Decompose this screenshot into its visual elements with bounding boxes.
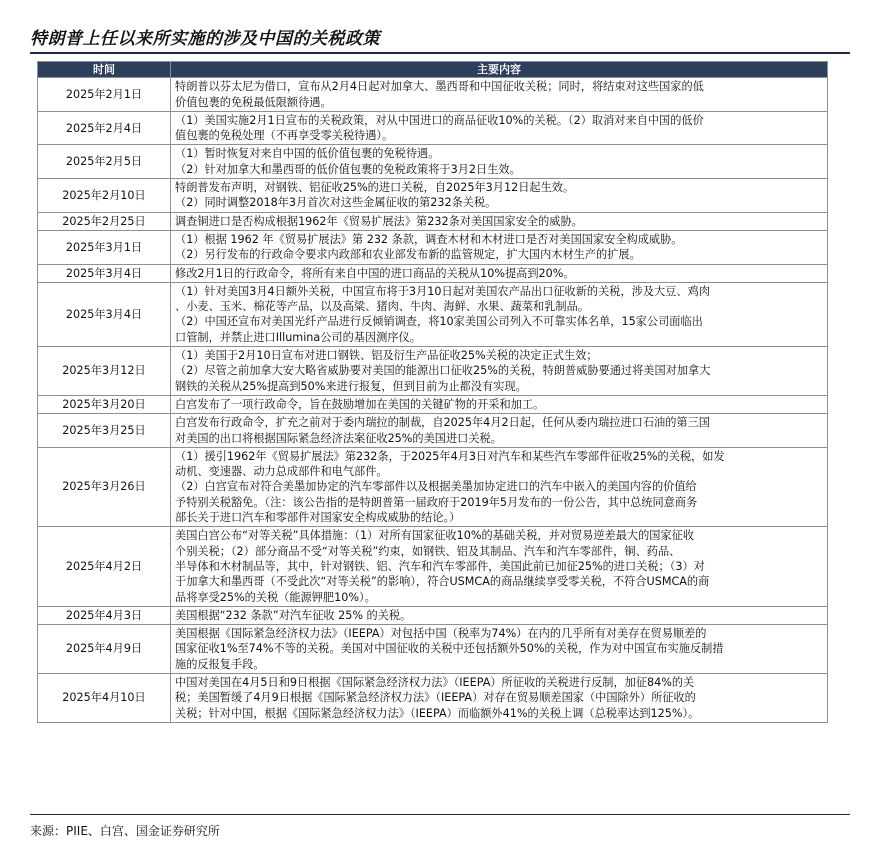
table-row bbox=[38, 282, 828, 346]
header-content: 主要内容 bbox=[171, 62, 828, 78]
content-line: 部长关于进口汽车和零部件对国家安全构成威胁的结论。） bbox=[175, 511, 461, 525]
row-date: 2025年2月10日 bbox=[38, 179, 171, 213]
content-line: （1）援引1962年《贸易扩展法》第232条，于2025年4月3日对汽车和某些汽车零部件征收25%的关税，如发 bbox=[175, 449, 725, 463]
content-line: 口管制，并禁止进口Illumina公司的基因测序仪。 bbox=[175, 330, 421, 344]
row-date: 2025年3月25日 bbox=[38, 414, 171, 448]
content-line: 于加拿大和墨西哥（不受此次“对等关税”的影响），符合USMCA的商品继续享受零关税，不符合USMCA的商 bbox=[175, 575, 710, 589]
row-date: 2025年3月4日 bbox=[38, 264, 171, 282]
table-row bbox=[38, 78, 828, 112]
row-content bbox=[171, 395, 828, 413]
content-line: 美国白宫公布“对等关税”具体措施：（1）对所有国家征收10%的基础关税，并对贸易逆差最大的国家征收 bbox=[175, 529, 695, 543]
content-line: 半导体和木材制品等，其中，针对钢铁、铝、汽车和汽车零部件，美国此前已加征25%的进口关税；（3）对 bbox=[175, 559, 705, 573]
row-content bbox=[171, 212, 828, 230]
table-row bbox=[38, 264, 828, 282]
table-row bbox=[38, 230, 828, 264]
source-note: 来源：PIIE、白宫、国金证券研究所 bbox=[30, 824, 220, 838]
table-row bbox=[38, 179, 828, 213]
content-line: 值包裹的免税处理（不再享受零关税待遇）。 bbox=[175, 129, 394, 143]
table-row bbox=[38, 395, 828, 413]
content-line: （2）中国还宣布对美国光纤产品进行反倾销调查，将10家美国公司列入不可靠实体名单，15家公司面临出 bbox=[175, 315, 703, 329]
row-content bbox=[171, 606, 828, 624]
row-content bbox=[171, 264, 828, 282]
row-content bbox=[171, 111, 828, 145]
table-row bbox=[38, 347, 828, 396]
table-row bbox=[38, 673, 828, 722]
content-line: 白宫发布行政命令，扩充之前对于委内瑞拉的制裁，自2025年4月2日起，任何从委内瑞拉进口石油的第三国 bbox=[175, 416, 710, 430]
content-line: 修改2月1日的行政命令，将所有来自中国的进口商品的关税从10%提高到20%。 bbox=[175, 266, 575, 280]
page-title: 特朗普上任以来所实施的涉及中国的关税政策 bbox=[30, 29, 380, 49]
table-row bbox=[38, 447, 828, 526]
content-line: 对美国的出口将根据国际紧急经济法案征收25%的美国进口关税。 bbox=[175, 431, 502, 445]
content-line: 中国对美国在4月5日和9日根据《国际紧急经济权力法》（IEEPA）所征收的关税进行反制，加征84%的关 bbox=[175, 675, 695, 689]
row-content bbox=[171, 347, 828, 396]
content-line: 、小麦、玉米、棉花等产品，以及高粱、猪肉、牛肉、海鲜、水果、蔬菜和乳制品。 bbox=[175, 300, 589, 314]
row-date: 2025年2月1日 bbox=[38, 78, 171, 112]
row-date: 2025年3月1日 bbox=[38, 230, 171, 264]
content-line: 钢铁的关税从25%提高到50%来进行报复，但到目前为止都没有实现。 bbox=[175, 379, 527, 393]
policy-table bbox=[37, 61, 828, 723]
bottom-divider bbox=[30, 814, 850, 815]
row-content bbox=[171, 179, 828, 213]
row-content bbox=[171, 414, 828, 448]
content-line: 品将享受25%的关税（能源钾肥10%）。 bbox=[175, 590, 376, 604]
table-body bbox=[38, 78, 828, 723]
content-line: （1）美国于2月10日宣布对进口钢铁、铝及衍生产品征收25%关税的决定正式生效； bbox=[175, 349, 598, 363]
content-line: （2）同时调整2018年3月首次对这些金属征收的第232条关税。 bbox=[175, 196, 497, 210]
header-date: 时间 bbox=[38, 62, 171, 78]
table-row bbox=[38, 212, 828, 230]
content-line: （2）另行发布的行政命令要求内政部和农业部发布新的监管规定，扩大国内木材生产的扩展。 bbox=[175, 248, 641, 262]
table-row bbox=[38, 625, 828, 674]
row-date: 2025年3月4日 bbox=[38, 282, 171, 346]
content-line: （1）根据 1962 年《贸易扩展法》第 232 条款，调查木材和木材进口是否对美国国家安全构成威胁。 bbox=[175, 232, 683, 246]
row-content bbox=[171, 282, 828, 346]
table-row bbox=[38, 414, 828, 448]
row-content bbox=[171, 447, 828, 526]
row-date: 2025年4月9日 bbox=[38, 625, 171, 674]
table-row bbox=[38, 527, 828, 606]
row-date: 2025年2月4日 bbox=[38, 111, 171, 145]
row-date: 2025年3月12日 bbox=[38, 347, 171, 396]
content-line: （2）尽管之前加拿大安大略省威胁要对美国的能源出口征收25%的关税，特朗普威胁要通过将美国对加拿大 bbox=[175, 364, 711, 378]
content-line: 予特别关税豁免。（注：该公告指的是特朗普第一届政府于2019年5月发布的一份公告，其中总统同意商务 bbox=[175, 495, 698, 509]
content-line: （2）针对加拿大和墨西哥的低价值包裹的免税政策将于3月2日生效。 bbox=[175, 162, 521, 176]
content-line: （1）暂时恢复对来自中国的低价值包裹的免税待遇。 bbox=[175, 147, 440, 161]
content-line: 价值包裹的免税最低限额待遇。 bbox=[175, 95, 332, 109]
row-content bbox=[171, 527, 828, 606]
row-content bbox=[171, 145, 828, 179]
content-line: 调查铜进口是否构成根据1962年《贸易扩展法》第232条对美国国家安全的威胁。 bbox=[175, 214, 583, 228]
row-content bbox=[171, 673, 828, 722]
content-line: （1）美国实施2月1日宣布的关税政策，对从中国进口的商品征收10%的关税。（2）取消对来自中国的低价 bbox=[175, 113, 704, 127]
row-date: 2025年4月2日 bbox=[38, 527, 171, 606]
content-line: 施的反报复手段。 bbox=[175, 657, 265, 671]
content-line: 特朗普以芬太尼为借口，宣布从2月4日起对加拿大、墨西哥和中国征收关税；同时，将结束对这些国家的低 bbox=[175, 80, 704, 94]
row-date: 2025年2月25日 bbox=[38, 212, 171, 230]
row-content bbox=[171, 230, 828, 264]
row-content bbox=[171, 625, 828, 674]
content-line: （2）白宫宣布对符合美墨加协定的汽车零部件以及根据美墨加协定进口的汽车中嵌入的美国内容的价值给 bbox=[175, 480, 697, 494]
table-row bbox=[38, 145, 828, 179]
title-divider bbox=[30, 52, 850, 54]
content-line: （1）针对美国3月4日额外关税，中国宣布将于3月10日起对美国农产品出口征收新的关税，涉及大豆、鸡肉 bbox=[175, 284, 710, 298]
content-line: 美国根据《国际紧急经济权力法》（IEEPA）对包括中国（税率为74%）在内的几乎所有对美存在贸易顺差的 bbox=[175, 627, 707, 641]
content-line: 特朗普发布声明，对钢铁、铝征收25%的进口关税，自2025年3月12日起生效。 bbox=[175, 181, 575, 195]
table-row bbox=[38, 111, 828, 145]
table-header-row bbox=[38, 62, 828, 78]
content-line: 动机、变速器、动力总成部件和电气部件。 bbox=[175, 465, 388, 479]
content-line: 税；美国暂缓了4月9日根据《国际紧急经济权力法》（IEEPA）对存在贸易顺差国家（中国除外）所征收的 bbox=[175, 691, 696, 705]
content-line: 国家征收1%至74%不等的关税。美国对中国征收的关税中还包括额外50%的关税，作为对中国宣布实施反制措 bbox=[175, 642, 724, 656]
row-date: 2025年4月3日 bbox=[38, 606, 171, 624]
row-date: 2025年4月10日 bbox=[38, 673, 171, 722]
content-line: 个别关税；（2）部分商品不受“对等关税”约束，如钢铁、铝及其制品、汽车和汽车零部件，铜、药品、 bbox=[175, 544, 681, 558]
row-content bbox=[171, 78, 828, 112]
row-date: 2025年2月5日 bbox=[38, 145, 171, 179]
content-line: 白宫发布了一项行政命令，旨在鼓励增加在美国的关键矿物的开采和加工。 bbox=[175, 397, 545, 411]
row-date: 2025年3月26日 bbox=[38, 447, 171, 526]
table-row bbox=[38, 606, 828, 624]
row-date: 2025年3月20日 bbox=[38, 395, 171, 413]
content-line: 关税；针对中国，根据《国际紧急经济权力法》（IEEPA）而临额外41%的关税上调（总税率达到125%）。 bbox=[175, 706, 700, 720]
content-line: 美国根据“232 条款”对汽车征收 25% 的关税。 bbox=[175, 608, 412, 622]
